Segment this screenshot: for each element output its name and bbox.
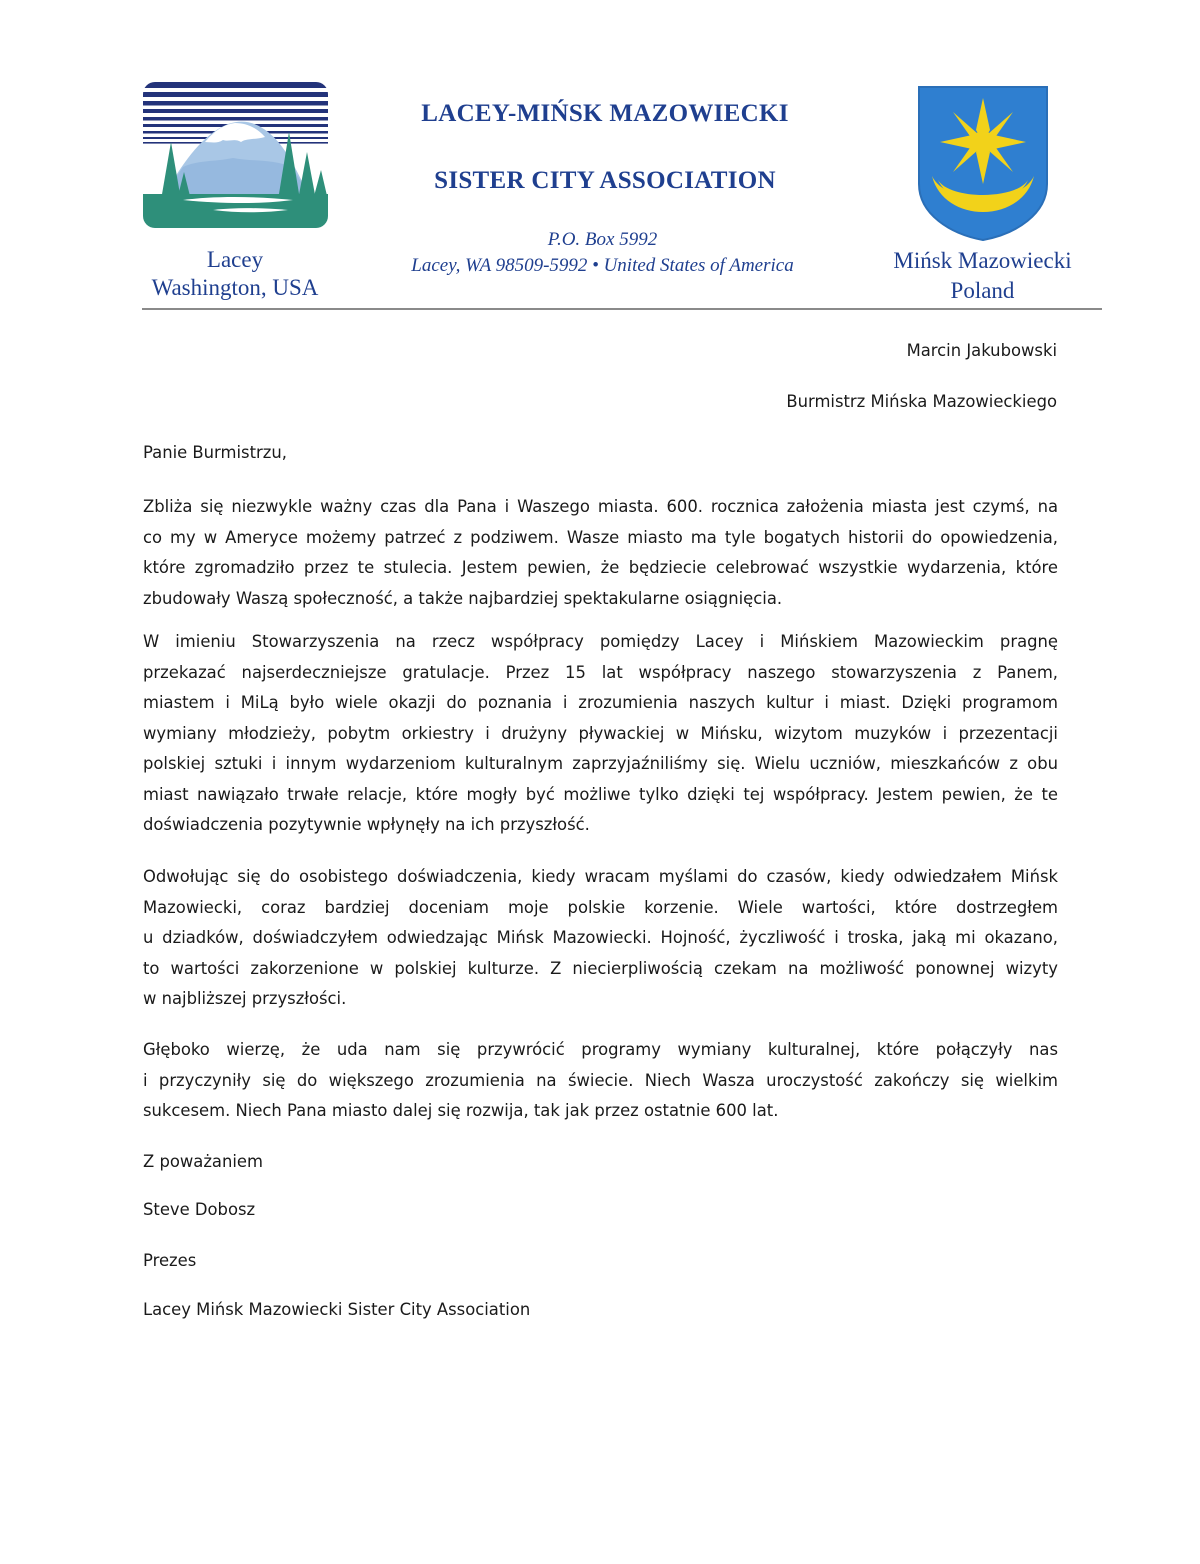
paragraph-line: w najbliższej przyszłości. — [143, 989, 347, 1008]
recipient-name: Marcin Jakubowski — [906, 341, 1057, 360]
paragraph-line: Zbliża się niezwykle ważny czas dla Pana i Waszego miasta. 600. rocznica założenia miasta jest czymś, na — [143, 497, 1058, 516]
minsk-caption-line2: Poland — [950, 278, 1015, 303]
paragraph-line: to wartości zakorzenione w polskiej kulturze. Z niecierpliwością czekam na możliwość ponownej wizyty — [143, 958, 1058, 978]
paragraph-line: przekazać najserdeczniejsze gratulacje. Przez 15 lat współpracy naszego stowarzyszenia z Panem, — [143, 662, 1058, 682]
mailing-address: Lacey, WA 98509-5992 • United States of America — [411, 255, 794, 276]
paragraph-1 — [143, 492, 1058, 614]
lacey-caption — [135, 246, 335, 302]
lacey-caption-line1: Lacey — [206, 247, 264, 272]
paragraph-line: polskiej sztuki i innym wydarzeniom kulturalnym zaprzyjaźniliśmy się. Wielu uczniów, mieszkańców z obu — [143, 754, 1058, 773]
minsk-caption — [880, 246, 1085, 306]
header-divider — [142, 308, 1102, 310]
paragraph-line: doświadczenia pozytywnie wpłynęły na ich przyszłość. — [143, 815, 590, 834]
paragraph-line: które zgromadziło przez te stulecia. Jestem pewien, że będziecie celebrować wszystkie wydarzenia, które — [143, 558, 1058, 577]
paragraph-line: zbudowały Waszą społeczność, a także najbardziej spektakularne osiągnięcia. — [143, 588, 783, 608]
paragraph-line: u dziadków, doświadczyłem odwiedzając Mińsk Mazowiecki. Hojność, życzliwość i troska, jaką mi okazano, — [143, 928, 1058, 947]
minsk-coat-of-arms-icon — [916, 84, 1050, 242]
paragraph-line: W imieniu Stowarzyszenia na rzecz współpracy pomiędzy Lacey i Mińskiem Mazowieckim pragnę — [143, 632, 1058, 651]
minsk-caption-line1: Mińsk Mazowiecki — [893, 248, 1072, 273]
paragraph-3 — [143, 862, 1058, 1015]
signature-title: Prezes — [143, 1251, 197, 1270]
paragraph-4 — [143, 1035, 1058, 1127]
association-title-line2: SISTER CITY ASSOCIATION — [434, 167, 776, 194]
paragraph-line: Mazowiecki, coraz bardziej doceniam moje polskie korzenie. Wiele wartości, które dostrzegłem — [143, 897, 1058, 917]
paragraph-line: miastem i MiLą było wiele okazji do poznania i zrozumienia naszych kultur i miast. Dzięki programom — [143, 693, 1058, 712]
paragraph-2 — [143, 627, 1058, 841]
lacey-logo-icon — [143, 82, 328, 228]
salutation: Panie Burmistrzu, — [143, 443, 287, 462]
signature-name: Steve Dobosz — [143, 1200, 256, 1219]
signature-organization: Lacey Mińsk Mazowiecki Sister City Association — [143, 1300, 531, 1319]
recipient-title: Burmistrz Mińska Mazowieckiego — [786, 392, 1057, 411]
po-box: P.O. Box 5992 — [547, 229, 658, 250]
paragraph-line: Głęboko wierzę, że uda nam się przywrócić programy wymiany kulturalnej, które połączyły nas — [143, 1040, 1058, 1059]
paragraph-line: wymiany młodzieży, pobytm orkiestry i drużyny pływackiej w Mińsku, wizytom muzyków i przezentacji — [143, 723, 1058, 743]
closing: Z poważaniem — [143, 1152, 263, 1171]
paragraph-line: i przyczyniły się do większego zrozumienia na świecie. Niech Wasza uroczystość zakończy się wielkim — [143, 1070, 1058, 1090]
paragraph-line: Odwołując się do osobistego doświadczenia, kiedy wracam myślami do czasów, kiedy odwiedzałem Mińsk — [143, 867, 1058, 886]
association-title-line1: LACEY-MIŃSK MAZOWIECKI — [421, 100, 789, 127]
paragraph-line: sukcesem. Niech Pana miasto dalej się rozwija, tak jak przez ostatnie 600 lat. — [143, 1101, 779, 1120]
paragraph-line: co my w Ameryce możemy patrzeć z podziwem. Wasze miasto ma tyle bogatych historii do opowiedzenia, — [143, 527, 1058, 547]
paragraph-line: miast nawiązało trwałe relacje, które mogły być możliwe tylko dzięki tej współpracy. Jestem pewien, że te — [143, 784, 1058, 804]
lacey-caption-line2: Washington, USA — [151, 275, 319, 300]
